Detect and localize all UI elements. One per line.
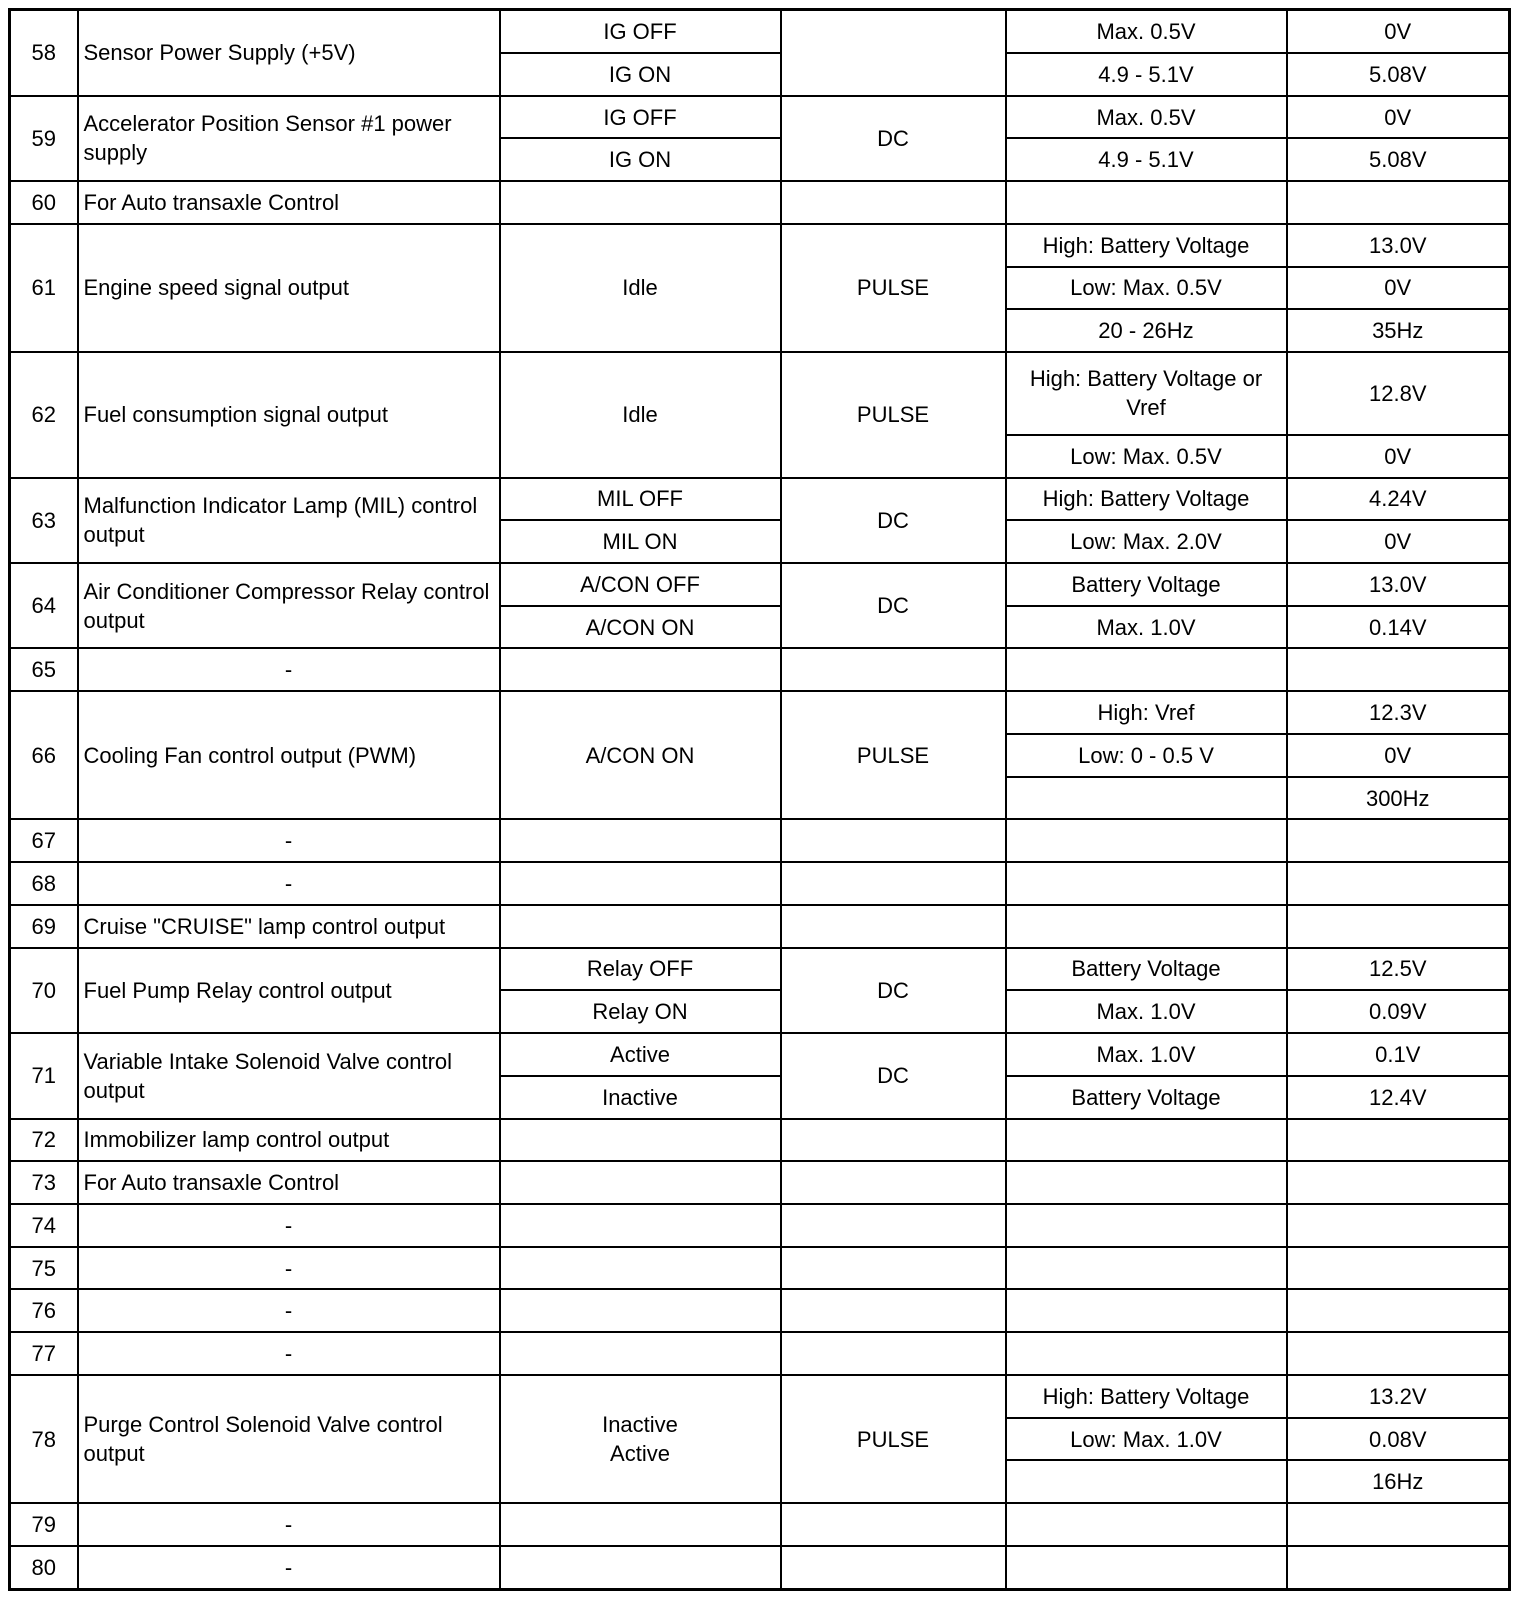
spec-level-cell: Low: 0 - 0.5 V <box>1006 734 1287 777</box>
spec-level-cell: High: Battery Voltage <box>1006 478 1287 521</box>
pin-number: 66 <box>10 691 78 819</box>
table-row <box>10 478 1510 521</box>
signal-type-cell: PULSE <box>781 1375 1006 1503</box>
spec-level-cell: Max. 0.5V <box>1006 96 1287 139</box>
pin-description: - <box>78 1546 500 1590</box>
table-row <box>10 96 1510 139</box>
condition-cell <box>500 1546 781 1590</box>
type-cell <box>781 181 1006 224</box>
measured-value-cell: 13.0V <box>1287 563 1510 606</box>
condition-cell: Active <box>500 1033 781 1076</box>
table-row <box>10 862 1510 905</box>
measured-value-cell <box>1287 819 1510 862</box>
table-row <box>10 691 1510 734</box>
measured-value-cell: 12.3V <box>1287 691 1510 734</box>
pin-number: 58 <box>10 10 78 96</box>
spec-level-cell <box>1006 648 1287 691</box>
pin-number: 62 <box>10 352 78 477</box>
type-cell <box>781 1119 1006 1162</box>
condition-cell: A/CON ON <box>500 691 781 819</box>
condition-cell <box>500 1332 781 1375</box>
type-cell <box>781 1247 1006 1290</box>
pin-description: Air Conditioner Compressor Relay control output <box>78 563 500 648</box>
signal-type-cell <box>781 10 1006 96</box>
pin-number: 69 <box>10 905 78 948</box>
condition-cell <box>500 1503 781 1546</box>
signal-type-cell: DC <box>781 96 1006 181</box>
pin-number: 68 <box>10 862 78 905</box>
measured-value-cell: 12.8V <box>1287 352 1510 435</box>
pin-number: 79 <box>10 1503 78 1546</box>
signal-type-cell: PULSE <box>781 352 1006 477</box>
measured-value-cell: 35Hz <box>1287 309 1510 352</box>
table-row <box>10 1546 1510 1590</box>
spec-level-cell <box>1006 819 1287 862</box>
spec-level-cell <box>1006 777 1287 820</box>
pin-description: Fuel consumption signal output <box>78 352 500 477</box>
signal-type-cell: DC <box>781 1033 1006 1118</box>
spec-level-cell: 20 - 26Hz <box>1006 309 1287 352</box>
spec-level-cell: Low: Max. 2.0V <box>1006 520 1287 563</box>
measured-value-cell <box>1287 181 1510 224</box>
measured-value-cell <box>1287 1161 1510 1204</box>
pin-description: Immobilizer lamp control output <box>78 1119 500 1162</box>
pin-description: - <box>78 819 500 862</box>
measured-value-cell <box>1287 1247 1510 1290</box>
table-row <box>10 648 1510 691</box>
pin-description: - <box>78 648 500 691</box>
spec-level-cell <box>1006 1289 1287 1332</box>
spec-level-cell: Max. 1.0V <box>1006 990 1287 1033</box>
pin-description: - <box>78 1503 500 1546</box>
spec-level-cell <box>1006 1503 1287 1546</box>
condition-cell <box>500 1204 781 1247</box>
condition-cell: IG OFF <box>500 96 781 139</box>
condition-cell: Relay ON <box>500 990 781 1033</box>
measured-value-cell <box>1287 648 1510 691</box>
type-cell <box>781 819 1006 862</box>
type-cell <box>781 1332 1006 1375</box>
pin-number: 80 <box>10 1546 78 1590</box>
spec-level-cell: Max. 0.5V <box>1006 10 1287 53</box>
table-row <box>10 1247 1510 1290</box>
type-cell <box>781 1503 1006 1546</box>
condition-cell <box>500 1161 781 1204</box>
measured-value-cell: 0V <box>1287 435 1510 478</box>
type-cell <box>781 1289 1006 1332</box>
condition-cell: A/CON ON <box>500 606 781 649</box>
spec-level-cell <box>1006 905 1287 948</box>
spec-level-cell <box>1006 862 1287 905</box>
measured-value-cell <box>1287 1503 1510 1546</box>
measured-value-cell: 4.24V <box>1287 478 1510 521</box>
type-cell <box>781 905 1006 948</box>
spec-level-cell <box>1006 1460 1287 1503</box>
table-row <box>10 181 1510 224</box>
spec-level-cell <box>1006 1119 1287 1162</box>
pin-number: 72 <box>10 1119 78 1162</box>
spec-level-cell: High: Battery Voltage or Vref <box>1006 352 1287 435</box>
condition-cell: MIL OFF <box>500 478 781 521</box>
pin-number: 73 <box>10 1161 78 1204</box>
condition-cell: Inactive Active <box>500 1375 781 1503</box>
table-row <box>10 1119 1510 1162</box>
pin-number: 77 <box>10 1332 78 1375</box>
table-row <box>10 1332 1510 1375</box>
type-cell <box>781 862 1006 905</box>
measured-value-cell: 0.08V <box>1287 1418 1510 1461</box>
condition-cell: Inactive <box>500 1076 781 1119</box>
pin-description: - <box>78 1289 500 1332</box>
signal-type-cell: PULSE <box>781 691 1006 819</box>
measured-value-cell <box>1287 1332 1510 1375</box>
spec-level-cell: Battery Voltage <box>1006 1076 1287 1119</box>
condition-cell <box>500 648 781 691</box>
table-row <box>10 224 1510 267</box>
spec-level-cell: Max. 1.0V <box>1006 1033 1287 1076</box>
measured-value-cell: 16Hz <box>1287 1460 1510 1503</box>
table-row <box>10 1161 1510 1204</box>
condition-cell <box>500 862 781 905</box>
condition-cell <box>500 905 781 948</box>
condition-cell <box>500 819 781 862</box>
type-cell <box>781 1161 1006 1204</box>
pin-number: 64 <box>10 563 78 648</box>
spec-level-cell: High: Battery Voltage <box>1006 1375 1287 1418</box>
measured-value-cell: 300Hz <box>1287 777 1510 820</box>
condition-cell: IG ON <box>500 53 781 96</box>
measured-value-cell: 12.4V <box>1287 1076 1510 1119</box>
measured-value-cell: 13.2V <box>1287 1375 1510 1418</box>
pin-number: 78 <box>10 1375 78 1503</box>
pin-number: 61 <box>10 224 78 352</box>
spec-level-cell: Low: Max. 1.0V <box>1006 1418 1287 1461</box>
type-cell <box>781 648 1006 691</box>
measured-value-cell <box>1287 862 1510 905</box>
condition-cell <box>500 1119 781 1162</box>
spec-level-cell: Max. 1.0V <box>1006 606 1287 649</box>
pin-number: 74 <box>10 1204 78 1247</box>
pin-description: - <box>78 1247 500 1290</box>
table-row <box>10 1204 1510 1247</box>
ecm-pin-table <box>8 8 1511 1591</box>
spec-level-cell <box>1006 1247 1287 1290</box>
spec-level-cell: High: Vref <box>1006 691 1287 734</box>
condition-cell <box>500 181 781 224</box>
pin-description: - <box>78 862 500 905</box>
measured-value-cell: 13.0V <box>1287 224 1510 267</box>
measured-value-cell: 0V <box>1287 10 1510 53</box>
pin-number: 65 <box>10 648 78 691</box>
spec-level-cell <box>1006 1161 1287 1204</box>
signal-type-cell: PULSE <box>781 224 1006 352</box>
measured-value-cell: 0.14V <box>1287 606 1510 649</box>
pin-number: 70 <box>10 948 78 1033</box>
measured-value-cell: 0V <box>1287 267 1510 310</box>
spec-level-cell: High: Battery Voltage <box>1006 224 1287 267</box>
signal-type-cell: DC <box>781 478 1006 563</box>
table-row <box>10 10 1510 53</box>
pin-description: For Auto transaxle Control <box>78 1161 500 1204</box>
type-cell <box>781 1204 1006 1247</box>
pin-description: Accelerator Position Sensor #1 power supply <box>78 96 500 181</box>
signal-type-cell: DC <box>781 563 1006 648</box>
table-row <box>10 819 1510 862</box>
spec-level-cell <box>1006 1332 1287 1375</box>
spec-level-cell: 4.9 - 5.1V <box>1006 53 1287 96</box>
pin-number: 75 <box>10 1247 78 1290</box>
spec-level-cell <box>1006 1204 1287 1247</box>
pin-description: Engine speed signal output <box>78 224 500 352</box>
measured-value-cell <box>1287 1119 1510 1162</box>
condition-cell: Idle <box>500 352 781 477</box>
measured-value-cell <box>1287 1289 1510 1332</box>
spec-level-cell: Low: Max. 0.5V <box>1006 267 1287 310</box>
table-row <box>10 1289 1510 1332</box>
pin-number: 71 <box>10 1033 78 1118</box>
condition-cell <box>500 1247 781 1290</box>
measured-value-cell: 0V <box>1287 96 1510 139</box>
pin-table-body <box>10 10 1510 1590</box>
measured-value-cell: 0V <box>1287 734 1510 777</box>
measured-value-cell: 5.08V <box>1287 53 1510 96</box>
signal-type-cell: DC <box>781 948 1006 1033</box>
condition-cell <box>500 1289 781 1332</box>
measured-value-cell: 5.08V <box>1287 138 1510 181</box>
measured-value-cell <box>1287 1546 1510 1590</box>
pin-number: 60 <box>10 181 78 224</box>
pin-description: For Auto transaxle Control <box>78 181 500 224</box>
pin-number: 67 <box>10 819 78 862</box>
pin-description: Cooling Fan control output (PWM) <box>78 691 500 819</box>
table-row <box>10 1503 1510 1546</box>
measured-value-cell: 0.1V <box>1287 1033 1510 1076</box>
table-row <box>10 1375 1510 1418</box>
table-row <box>10 352 1510 435</box>
pin-description: Fuel Pump Relay control output <box>78 948 500 1033</box>
pin-description: - <box>78 1332 500 1375</box>
condition-cell: IG ON <box>500 138 781 181</box>
measured-value-cell <box>1287 1204 1510 1247</box>
measured-value-cell: 12.5V <box>1287 948 1510 991</box>
pin-description: Sensor Power Supply (+5V) <box>78 10 500 96</box>
spec-level-cell: Low: Max. 0.5V <box>1006 435 1287 478</box>
pin-description: Purge Control Solenoid Valve control output <box>78 1375 500 1503</box>
table-row <box>10 905 1510 948</box>
condition-cell: MIL ON <box>500 520 781 563</box>
pin-description: Malfunction Indicator Lamp (MIL) control output <box>78 478 500 563</box>
measured-value-cell <box>1287 905 1510 948</box>
table-row <box>10 948 1510 991</box>
condition-cell: Relay OFF <box>500 948 781 991</box>
spec-level-cell <box>1006 1546 1287 1590</box>
spec-level-cell <box>1006 181 1287 224</box>
pin-description: Cruise "CRUISE" lamp control output <box>78 905 500 948</box>
pin-number: 59 <box>10 96 78 181</box>
condition-cell: Idle <box>500 224 781 352</box>
spec-level-cell: Battery Voltage <box>1006 563 1287 606</box>
pin-description: - <box>78 1204 500 1247</box>
measured-value-cell: 0V <box>1287 520 1510 563</box>
type-cell <box>781 1546 1006 1590</box>
pin-number: 76 <box>10 1289 78 1332</box>
condition-cell: A/CON OFF <box>500 563 781 606</box>
spec-level-cell: Battery Voltage <box>1006 948 1287 991</box>
pin-number: 63 <box>10 478 78 563</box>
pin-description: Variable Intake Solenoid Valve control output <box>78 1033 500 1118</box>
spec-level-cell: 4.9 - 5.1V <box>1006 138 1287 181</box>
table-row <box>10 563 1510 606</box>
condition-cell: IG OFF <box>500 10 781 53</box>
table-row <box>10 1033 1510 1076</box>
measured-value-cell: 0.09V <box>1287 990 1510 1033</box>
